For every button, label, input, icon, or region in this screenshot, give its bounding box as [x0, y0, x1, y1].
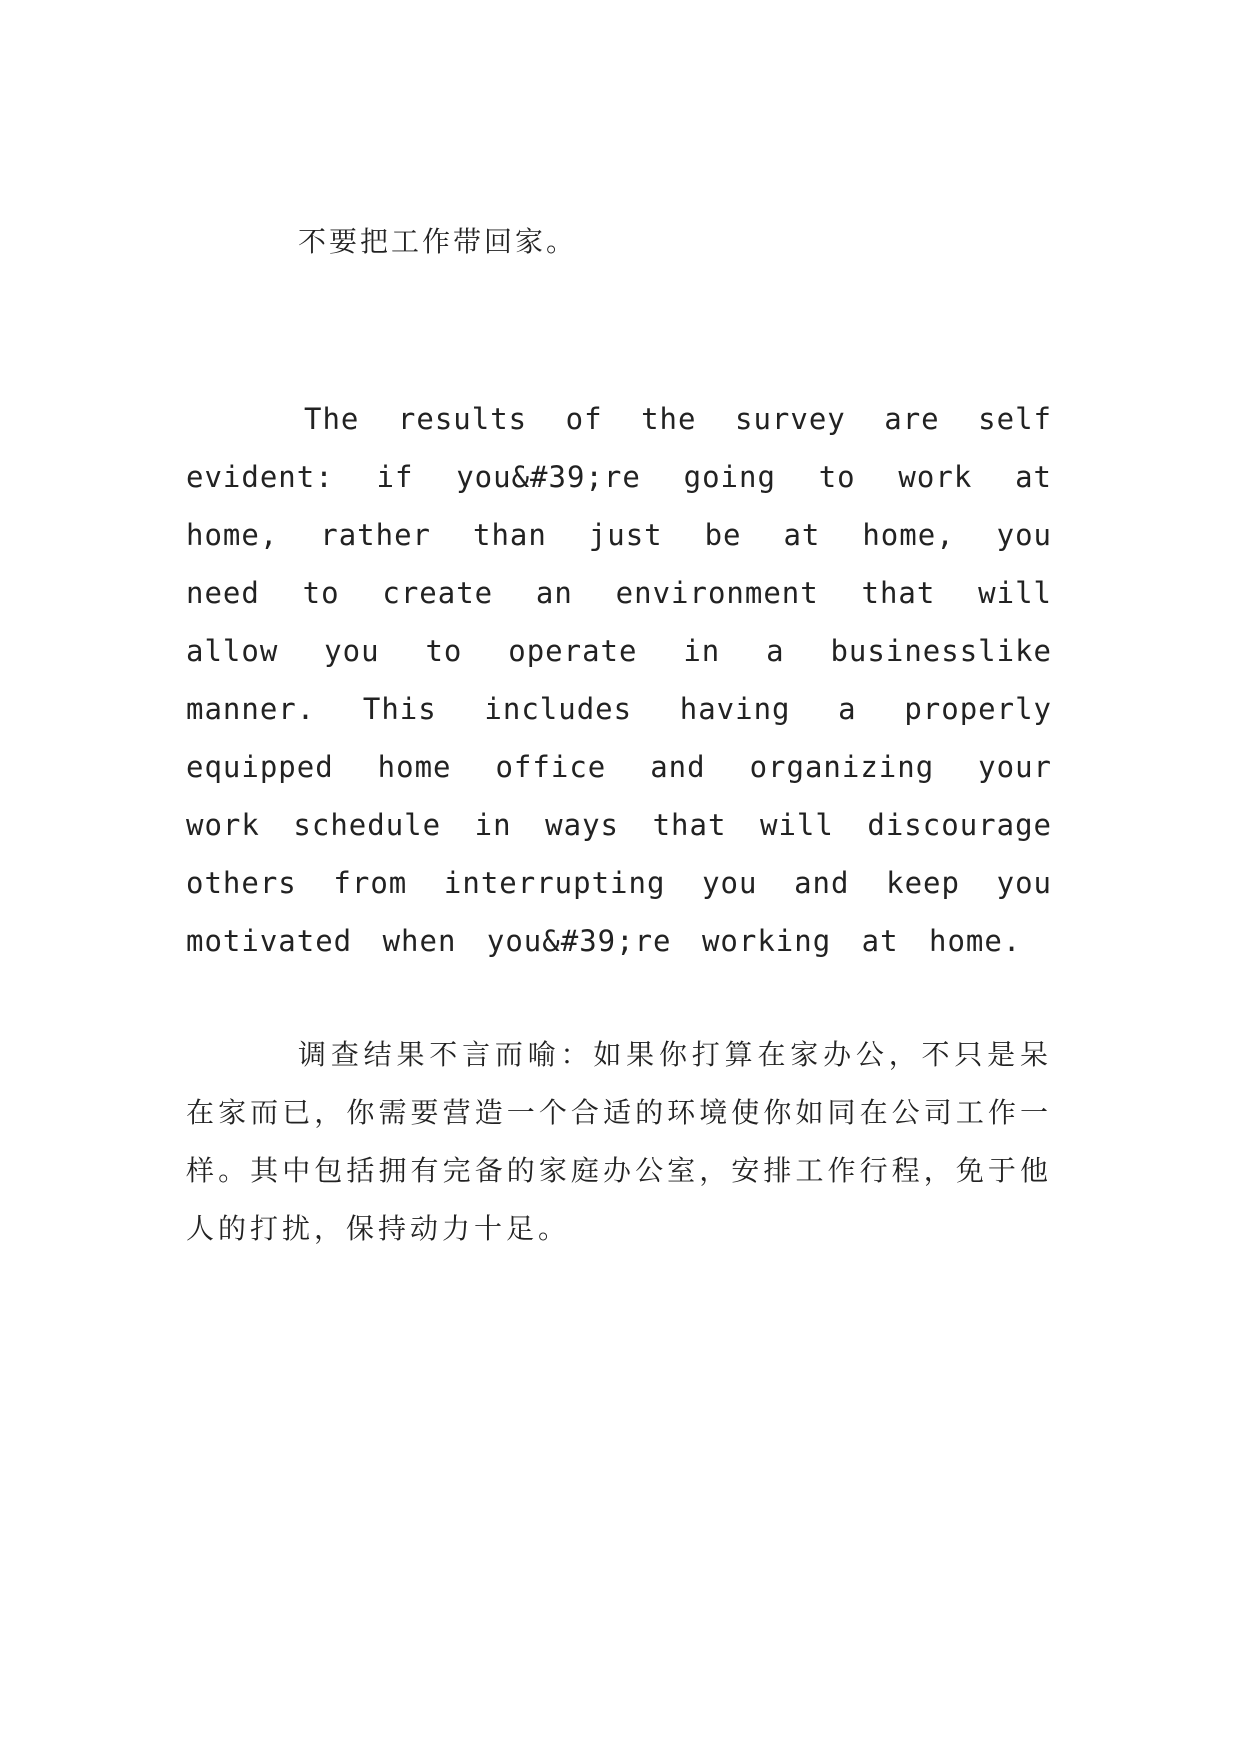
paragraph-chinese-translation: 调查结果不言而喻：如果你打算在家办公，不只是呆在家而已，你需要营造一个合适的环境使你如同在公司工作一样。其中包括拥有完备的家庭办公室，安排工作行程，免于他人的打扰，保持动力十足。	[186, 1038, 1052, 1245]
paragraph-chinese-intro: 不要把工作带回家。	[298, 225, 578, 258]
paragraph-english-survey: The results of the survey are self evident: if you&#39;re going to work at home, rather than just be at home, you need to create an environment that will allow you to operate in a businesslike manner. This includes having a properly equipped home office and organizing your work schedule in ways that will discourage others from interrupting you and keep you motivated when you&#39;re working at home.	[186, 402, 1052, 958]
